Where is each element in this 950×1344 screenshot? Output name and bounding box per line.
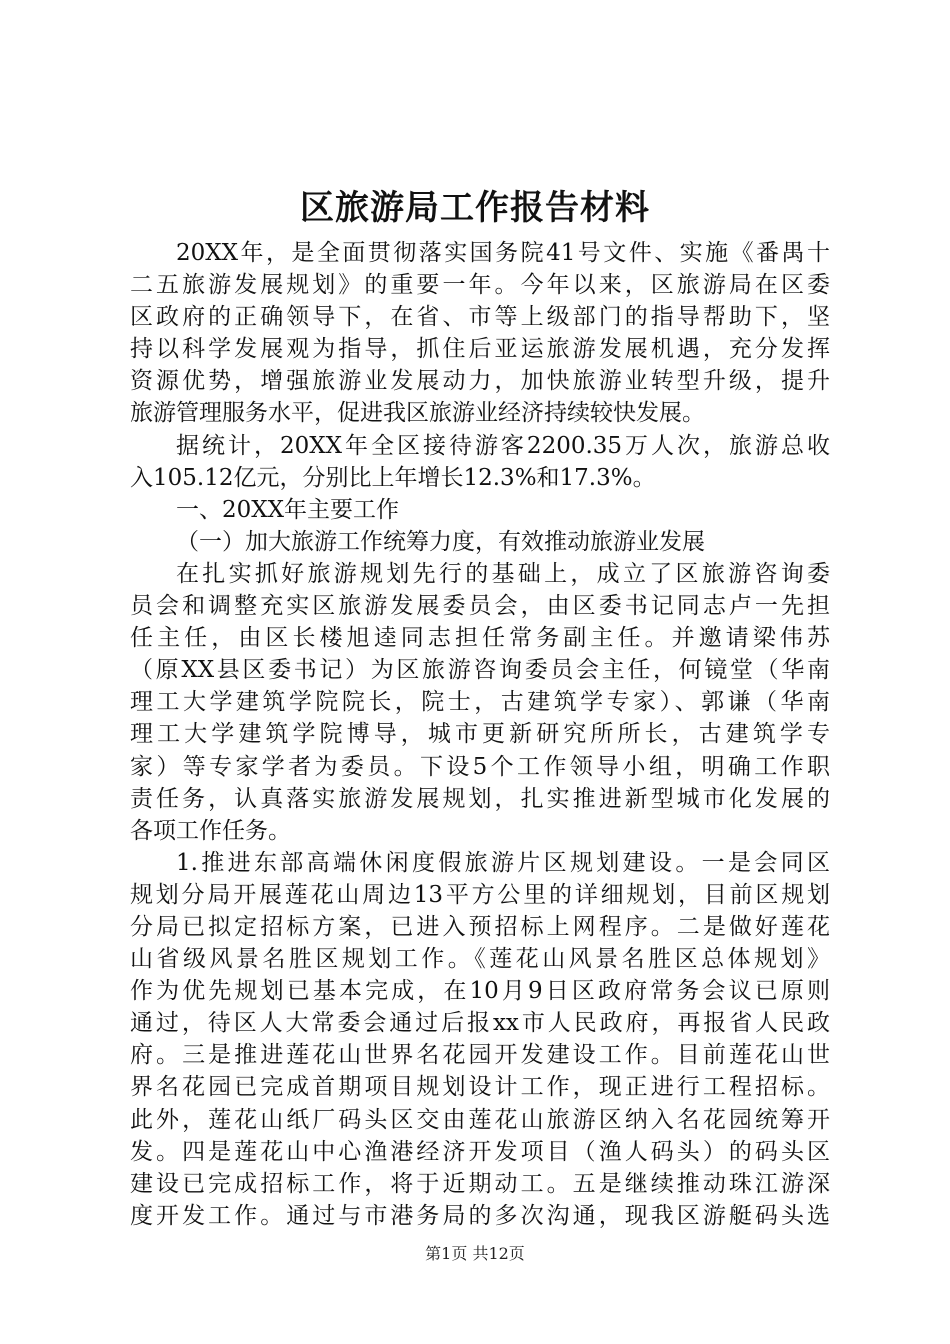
body-text-line: 此外，莲花山纸厂码头区交由莲花山旅游区纳入名花园统筹开 — [130, 1106, 830, 1133]
document-body — [130, 237, 830, 1232]
body-text-line: 20XX年，是全面贯彻落实国务院41号文件、实施《番禺十 — [176, 240, 830, 266]
body-text-line: 发。四是莲花山中心渔港经济开发项目（渔人码头）的码头区 — [130, 1138, 830, 1165]
body-text-line: 旅游管理服务水平，促进我区旅游业经济持续较快发展。 — [130, 400, 705, 427]
body-text-line: 1.推进东部高端休闲度假旅游片区规划建设。一是会同区 — [176, 849, 830, 876]
body-text-line: 一、20XX年主要工作 — [176, 496, 400, 523]
document-title: 区旅游局工作报告材料 — [300, 188, 650, 228]
body-text-line: 规划分局开展莲花山周边13平方公里的详细规划，目前区规划 — [130, 881, 830, 908]
body-text-line: 据统计，20XX年全区接待游客2200.35万人次，旅游总收 — [176, 432, 830, 459]
body-text-line: 府。三是推进莲花山世界名花园开发建设工作。目前莲花山世 — [130, 1042, 830, 1069]
body-text-line: 入105.12亿元，分别比上年增长12.3%和17.3%。 — [130, 464, 656, 491]
body-text-line: 界名花园已完成首期项目规划设计工作，现正进行工程招标。 — [130, 1074, 830, 1101]
body-text-line: 员会和调整充实区旅游发展委员会，由区委书记同志卢一先担 — [130, 593, 830, 620]
body-text-line: 二五旅游发展规划》的重要一年。今年以来，区旅游局在区委 — [130, 272, 830, 299]
page-footer: 第1页 共12页 — [425, 1244, 525, 1263]
body-text-line: （原XX县区委书记）为区旅游咨询委员会主任，何镜堂（华南 — [130, 657, 830, 684]
body-text-line: 度开发工作。通过与市港务局的多次沟通，现我区游艇码头选 — [130, 1202, 830, 1229]
body-text-line: 建设已完成招标工作，将于近期动工。五是继续推动珠江游深 — [130, 1170, 830, 1197]
body-text-line: 在扎实抓好旅游规划先行的基础上，成立了区旅游咨询委 — [176, 560, 830, 587]
body-text-line: 通过，待区人大常委会通过后报xx市人民政府，再报省人民政 — [130, 1010, 830, 1037]
body-text-line: 分局已拟定招标方案，已进入预招标上网程序。二是做好莲花 — [130, 913, 830, 940]
body-text-line: 理工大学建筑学院博导，城市更新研究所所长，古建筑学专 — [130, 721, 830, 748]
body-text-line: 持以科学发展观为指导，抓住后亚运旅游发展机遇，充分发挥 — [130, 336, 830, 363]
body-text-line: 山省级风景名胜区规划工作。《莲花山风景名胜区总体规划》 — [130, 946, 830, 973]
body-text-line: 理工大学建筑学院院长，院士，古建筑学专家）、郭谦（华南 — [130, 689, 830, 716]
body-text-line: 区政府的正确领导下，在省、市等上级部门的指导帮助下，坚 — [130, 304, 830, 331]
body-text-line: 责任务，认真落实旅游发展规划，扎实推进新型城市化发展的 — [130, 785, 830, 812]
body-text-line: 家）等专家学者为委员。下设5个工作领导小组，明确工作职 — [130, 753, 830, 780]
body-text-line: 资源优势，增强旅游业发展动力，加快旅游业转型升级，提升 — [130, 368, 830, 395]
body-text-line: （一）加大旅游工作统筹力度，有效推动旅游业发展 — [176, 528, 705, 555]
body-text-line: 各项工作任务。 — [130, 817, 291, 844]
body-text-line: 任主任，由区长楼旭逵同志担任常务副主任。并邀请梁伟苏 — [130, 625, 830, 652]
body-text-line: 作为优先规划已基本完成，在10月9日区政府常务会议已原则 — [130, 978, 830, 1005]
